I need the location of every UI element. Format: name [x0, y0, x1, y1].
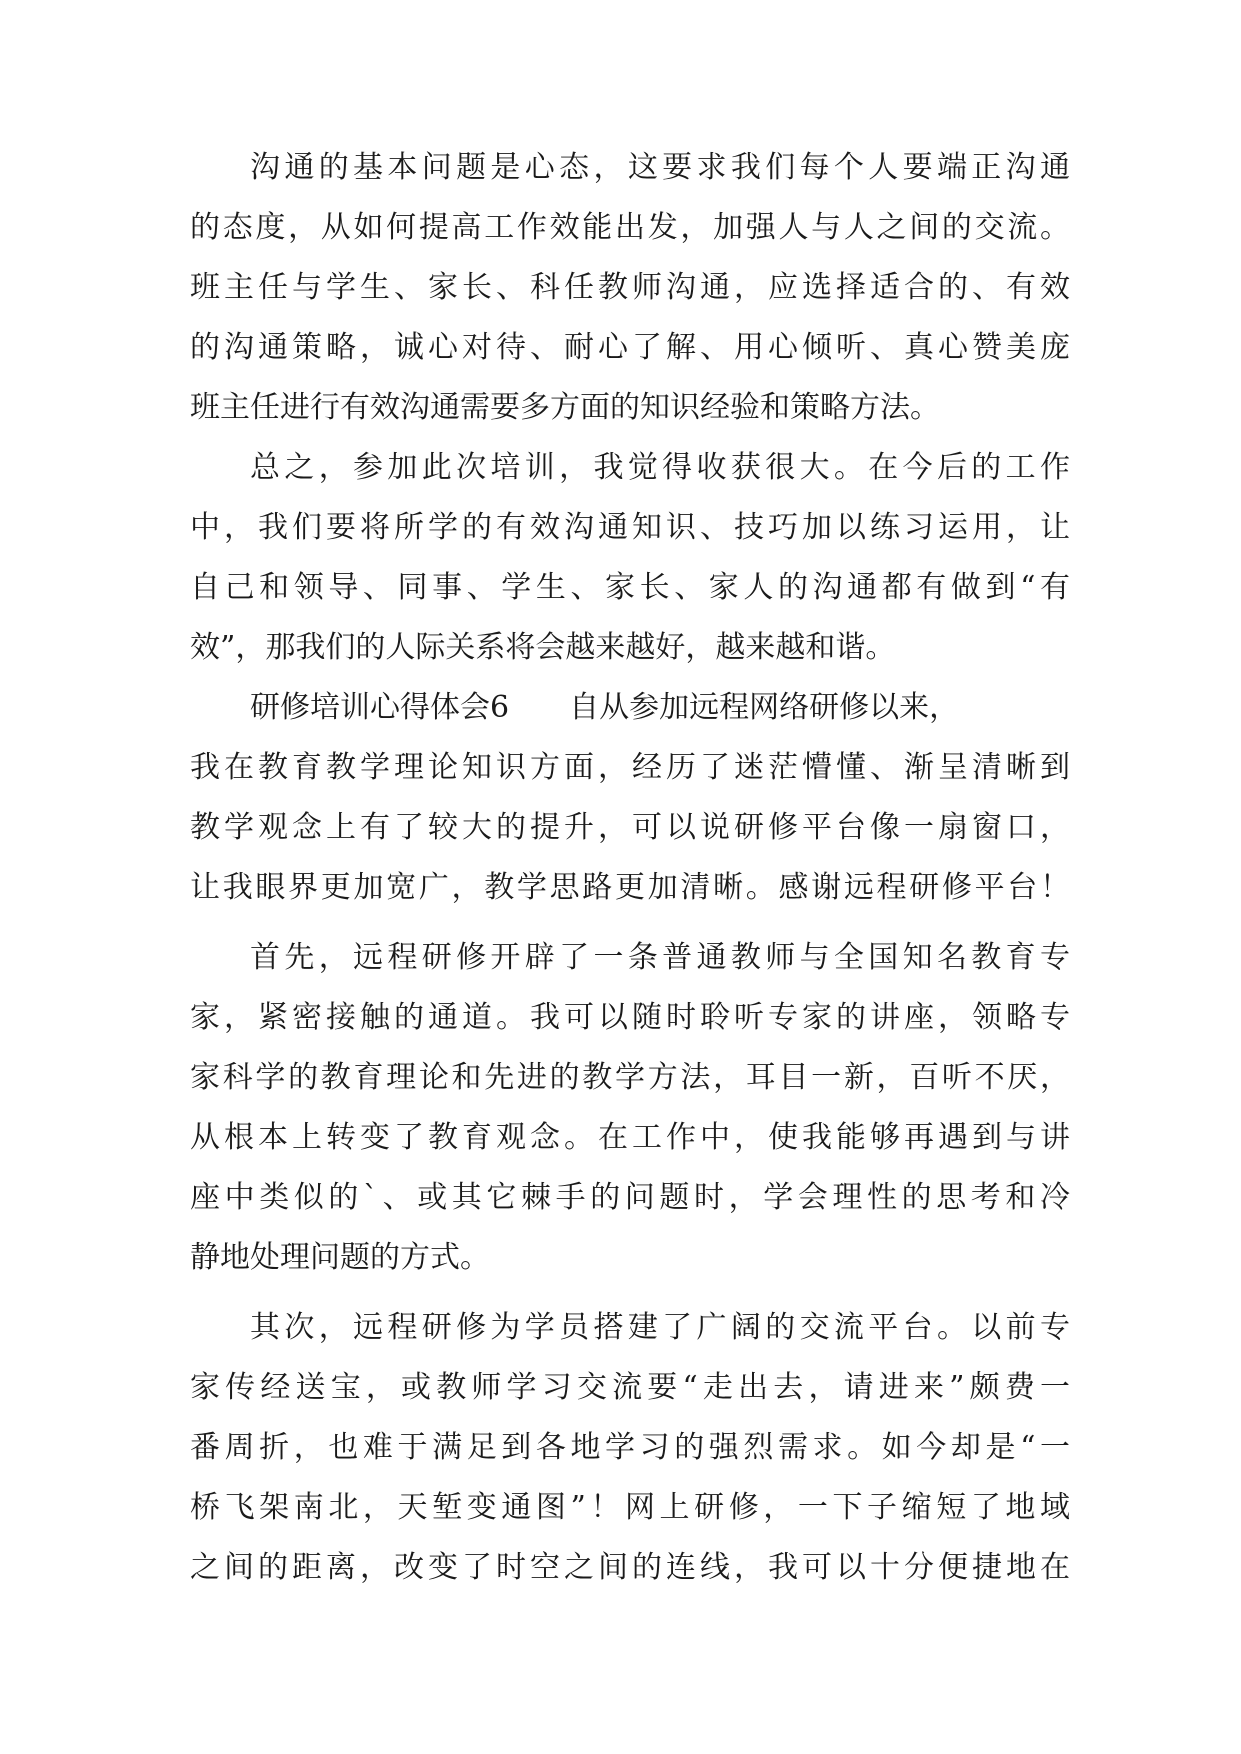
paragraph-line: 教学观念上有了较大的提升，可以说研修平台像一扇窗口，	[190, 810, 1070, 845]
paragraph-line: 静地处理问题的方式。	[190, 1240, 490, 1275]
paragraph-line: 番周折，也难于满足到各地学习的强烈需求。如今却是“一	[190, 1430, 1070, 1465]
paragraph-line: 研修培训心得体会6 自从参加远程网络研修以来，	[250, 690, 960, 725]
paragraph-line: 首先，远程研修开辟了一条普通教师与全国知名教育专	[250, 940, 1070, 975]
paragraph-line: 家传经送宝，或教师学习交流要“走出去，请进来”颇费一	[190, 1370, 1070, 1405]
paragraph-line: 沟通的基本问题是心态，这要求我们每个人要端正沟通	[250, 150, 1070, 185]
paragraph-line: 其次，远程研修为学员搭建了广阔的交流平台。以前专	[250, 1310, 1070, 1345]
paragraph-line: 之间的距离，改变了时空之间的连线，我可以十分便捷地在	[190, 1550, 1070, 1585]
paragraph-line: 桥飞架南北，天堑变通图”！网上研修，一下子缩短了地域	[190, 1490, 1070, 1525]
paragraph-line: 的态度，从如何提高工作效能出发，加强人与人之间的交流。	[190, 210, 1070, 245]
paragraph-line: 自己和领导、同事、学生、家长、家人的沟通都有做到“有	[190, 570, 1070, 605]
paragraph-line: 我在教育教学理论知识方面，经历了迷茫懵懂、渐呈清晰到	[190, 750, 1070, 785]
paragraph-line: 座中类似的`、或其它棘手的问题时，学会理性的思考和冷	[190, 1180, 1070, 1215]
paragraph-line: 班主任与学生、家长、科任教师沟通，应选择适合的、有效	[190, 270, 1070, 305]
paragraph-line: 家，紧密接触的通道。我可以随时聆听专家的讲座，领略专	[190, 1000, 1070, 1035]
paragraph-line: 效”，那我们的人际关系将会越来越好，越来越和谐。	[190, 630, 896, 665]
paragraph-line: 的沟通策略，诚心对待、耐心了解、用心倾听、真心赞美庞	[190, 330, 1070, 365]
paragraph-line: 总之，参加此次培训，我觉得收获很大。在今后的工作	[250, 450, 1070, 485]
paragraph-line: 让我眼界更加宽广，教学思路更加清晰。感谢远程研修平台！	[190, 870, 1070, 905]
paragraph-line: 家科学的教育理论和先进的教学方法，耳目一新，百听不厌，	[190, 1060, 1070, 1095]
paragraph-line: 班主任进行有效沟通需要多方面的知识经验和策略方法。	[190, 390, 940, 425]
paragraph-line: 中，我们要将所学的有效沟通知识、技巧加以练习运用，让	[190, 510, 1070, 545]
paragraph-line: 从根本上转变了教育观念。在工作中，使我能够再遇到与讲	[190, 1120, 1070, 1155]
